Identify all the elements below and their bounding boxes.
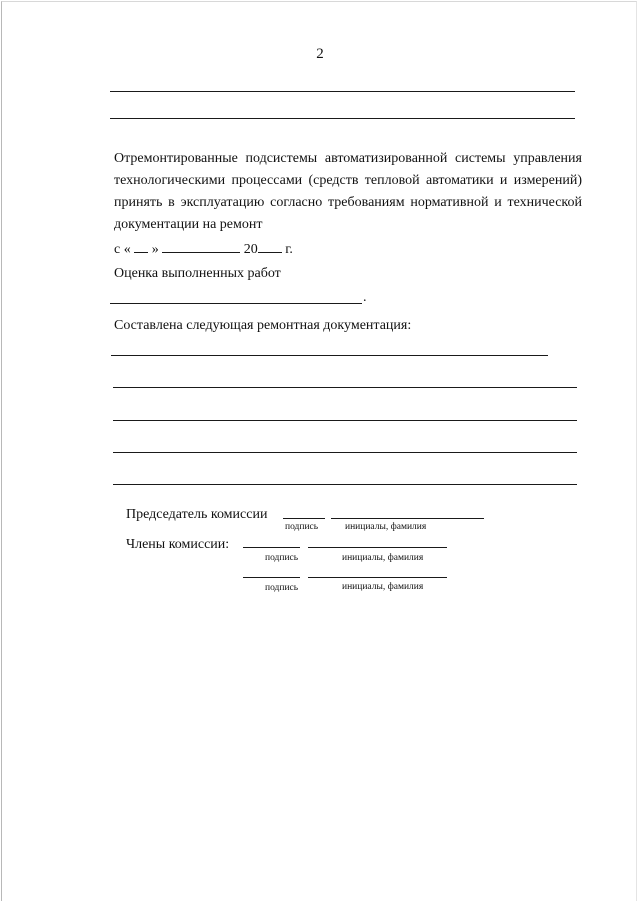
member-1-name-caption: инициалы, фамилия bbox=[342, 553, 424, 563]
member-1-name-line bbox=[308, 547, 447, 548]
date-close-quote: » bbox=[151, 242, 159, 257]
assessment-label: Оценка выполненных работ bbox=[114, 266, 281, 281]
chairman-label: Председатель комиссии bbox=[126, 507, 268, 522]
chairman-signature-line bbox=[283, 518, 325, 519]
chairman-name-line bbox=[331, 518, 484, 519]
documentation-label: Составлена следующая ремонтная документация: bbox=[114, 318, 412, 333]
member-2-signature-caption: подпись bbox=[265, 583, 299, 593]
year-blank bbox=[258, 238, 282, 253]
documentation-blank-line-4 bbox=[113, 452, 577, 453]
member-2-name-caption: инициалы, фамилия bbox=[342, 582, 424, 592]
assessment-blank-line bbox=[110, 303, 362, 304]
member-1-signature-line bbox=[243, 547, 300, 548]
member-1-signature-caption: подпись bbox=[265, 553, 299, 563]
documentation-blank-line-5 bbox=[113, 484, 577, 485]
chairman-signature-caption: подпись bbox=[285, 522, 319, 532]
documentation-blank-line-2 bbox=[113, 387, 577, 388]
page-border bbox=[1, 1, 637, 901]
documentation-blank-line-3 bbox=[113, 420, 577, 421]
month-blank bbox=[162, 238, 240, 253]
assessment-end-period: . bbox=[363, 290, 367, 305]
date-prefix: с « bbox=[114, 242, 131, 257]
chairman-name-caption: инициалы, фамилия bbox=[345, 522, 427, 532]
date-suffix: г. bbox=[285, 242, 293, 257]
header-blank-line-1 bbox=[110, 91, 575, 92]
date-line bbox=[114, 238, 293, 258]
documentation-blank-line-1 bbox=[111, 355, 548, 356]
page-number: 2 bbox=[316, 46, 324, 62]
member-2-signature-line bbox=[243, 577, 300, 578]
day-blank bbox=[134, 238, 148, 253]
acceptance-paragraph: Отремонтированные подсистемы автоматизированной системы управления технологическими процессами (средств тепловой автоматики и измерений) принять в эксплуатацию согласно требованиям нормативной и технической документации на ремонт bbox=[114, 151, 582, 232]
header-blank-line-2 bbox=[110, 118, 575, 119]
member-2-name-line bbox=[308, 577, 447, 578]
year-prefix: 20 bbox=[243, 242, 258, 257]
members-label: Члены комиссии: bbox=[126, 537, 230, 552]
